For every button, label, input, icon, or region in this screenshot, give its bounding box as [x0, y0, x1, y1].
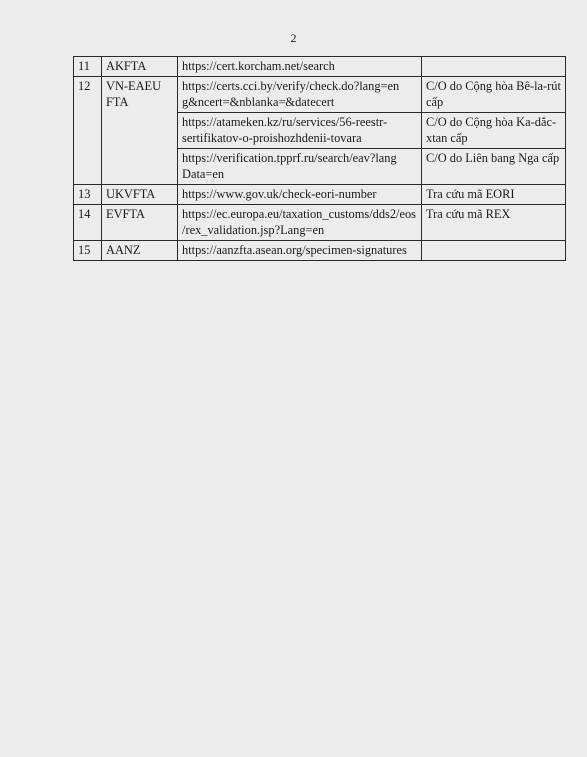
verification-url: https://www.gov.uk/check-eori-number	[178, 185, 422, 205]
fta-name: AANZ	[102, 241, 178, 261]
verification-url: https://atameken.kz/ru/services/56-reestr-sertifikatov-o-proishozhdenii-tovara	[178, 113, 422, 149]
row-number: 11	[74, 57, 102, 77]
fta-verification-table	[73, 56, 566, 261]
fta-name: UKVFTA	[102, 185, 178, 205]
row-number: 15	[74, 241, 102, 261]
verification-url: https://aanzfta.asean.org/specimen-signatures	[178, 241, 422, 261]
table-row	[74, 57, 566, 77]
row-number: 14	[74, 205, 102, 241]
page-number: 2	[290, 31, 297, 45]
verification-url: https://ec.europa.eu/taxation_customs/dds2/eos/rex_validation.jsp?Lang=en	[178, 205, 422, 241]
note: C/O do Liên bang Nga cấp	[422, 149, 566, 185]
row-number: 13	[74, 185, 102, 205]
table-row	[74, 205, 566, 241]
note: Tra cứu mã EORI	[422, 185, 566, 205]
note	[422, 241, 566, 261]
fta-name: VN-EAEU FTA	[102, 77, 178, 185]
fta-name: EVFTA	[102, 205, 178, 241]
row-number: 12	[74, 77, 102, 185]
verification-url: https://cert.korcham.net/search	[178, 57, 422, 77]
table-row	[74, 77, 566, 113]
table-row	[74, 185, 566, 205]
note: C/O do Cộng hòa Ka-dắc-xtan cấp	[422, 113, 566, 149]
fta-name: AKFTA	[102, 57, 178, 77]
note: C/O do Cộng hòa Bê-la-rút cấp	[422, 77, 566, 113]
note: Tra cứu mã REX	[422, 205, 566, 241]
table-row	[74, 241, 566, 261]
verification-url: https://verification.tpprf.ru/search/eav?lang Data=en	[178, 149, 422, 185]
note	[422, 57, 566, 77]
verification-url: https://certs.cci.by/verify/check.do?lang=en g&ncert=&nblanka=&datecert	[178, 77, 422, 113]
